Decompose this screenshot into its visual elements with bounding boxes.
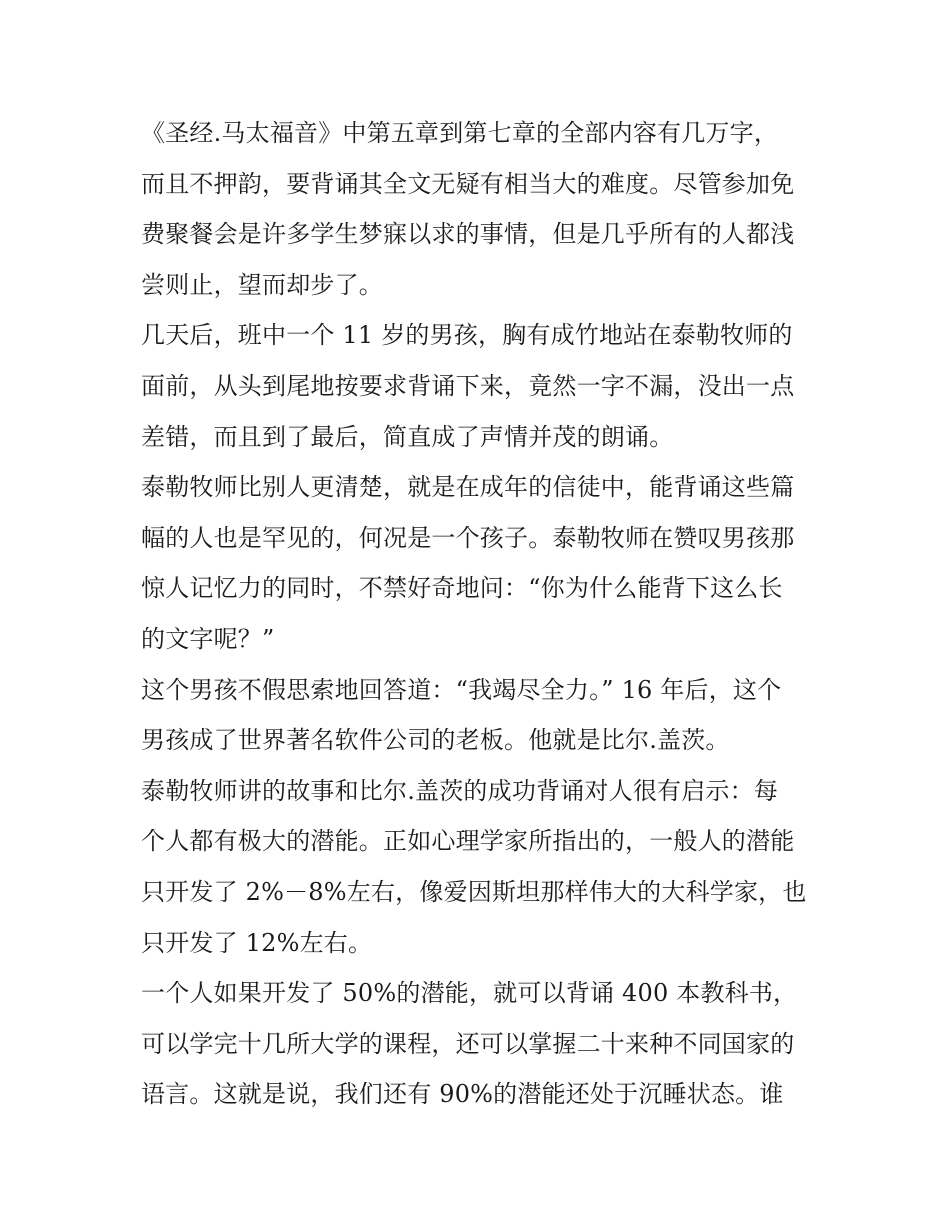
text-line: 面前，从头到尾地按要求背诵下来，竟然一字不漏，没出一点	[141, 371, 795, 400]
text-line: 《圣经.马太福音》中第五章到第七章的全部内容有几万字，	[141, 119, 779, 147]
text-line: 可以学完十几所大学的课程，还可以掌握二十来种不同国家的	[141, 1029, 795, 1058]
text-line: 语言。这就是说，我们还有 90%的潜能还处于沉睡状态。谁	[141, 1080, 784, 1109]
text-line: 而且不押韵，要背诵其全文无疑有相当大的难度。尽管参加免	[141, 169, 795, 198]
body-text	[141, 108, 821, 1120]
text-line: 几天后，班中一个 11 岁的男孩，胸有成竹地站在泰勒牧师的	[141, 321, 793, 350]
text-line: 只开发了 2%－8%左右，像爱因斯坦那样伟大的大科学家，也	[141, 877, 807, 906]
text-line: 惊人记忆力的同时，不禁好奇地问：“你为什么能背下这么长	[141, 574, 783, 603]
text-line: 男孩成了世界著名软件公司的老板。他就是比尔.盖茨。	[141, 726, 730, 755]
text-line: 个人都有极大的潜能。正如心理学家所指出的，一般人的潜能	[141, 827, 795, 856]
text-line: 只开发了 12%左右。	[141, 928, 373, 957]
text-line: 这个男孩不假思索地回答道：“我竭尽全力。” 16 年后，这个	[141, 675, 782, 704]
text-line: 泰勒牧师讲的故事和比尔.盖茨的成功背诵对人很有启示：每	[141, 776, 779, 805]
text-line: 泰勒牧师比别人更清楚，就是在成年的信徒中，能背诵这些篇	[141, 473, 795, 502]
text-line: 差错，而且到了最后，简直成了声情并茂的朗诵。	[141, 422, 674, 451]
text-line: 幅的人也是罕见的，何况是一个孩子。泰勒牧师在赞叹男孩那	[141, 523, 795, 552]
text-line: 尝则止，望而却步了。	[141, 270, 383, 299]
text-line: 的文字呢？”	[141, 624, 275, 653]
text-line: 一个人如果开发了 50%的潜能，就可以背诵 400 本教科书，	[141, 979, 798, 1008]
text-line: 费聚餐会是许多学生梦寐以求的事情，但是几乎所有的人都浅	[141, 220, 795, 249]
